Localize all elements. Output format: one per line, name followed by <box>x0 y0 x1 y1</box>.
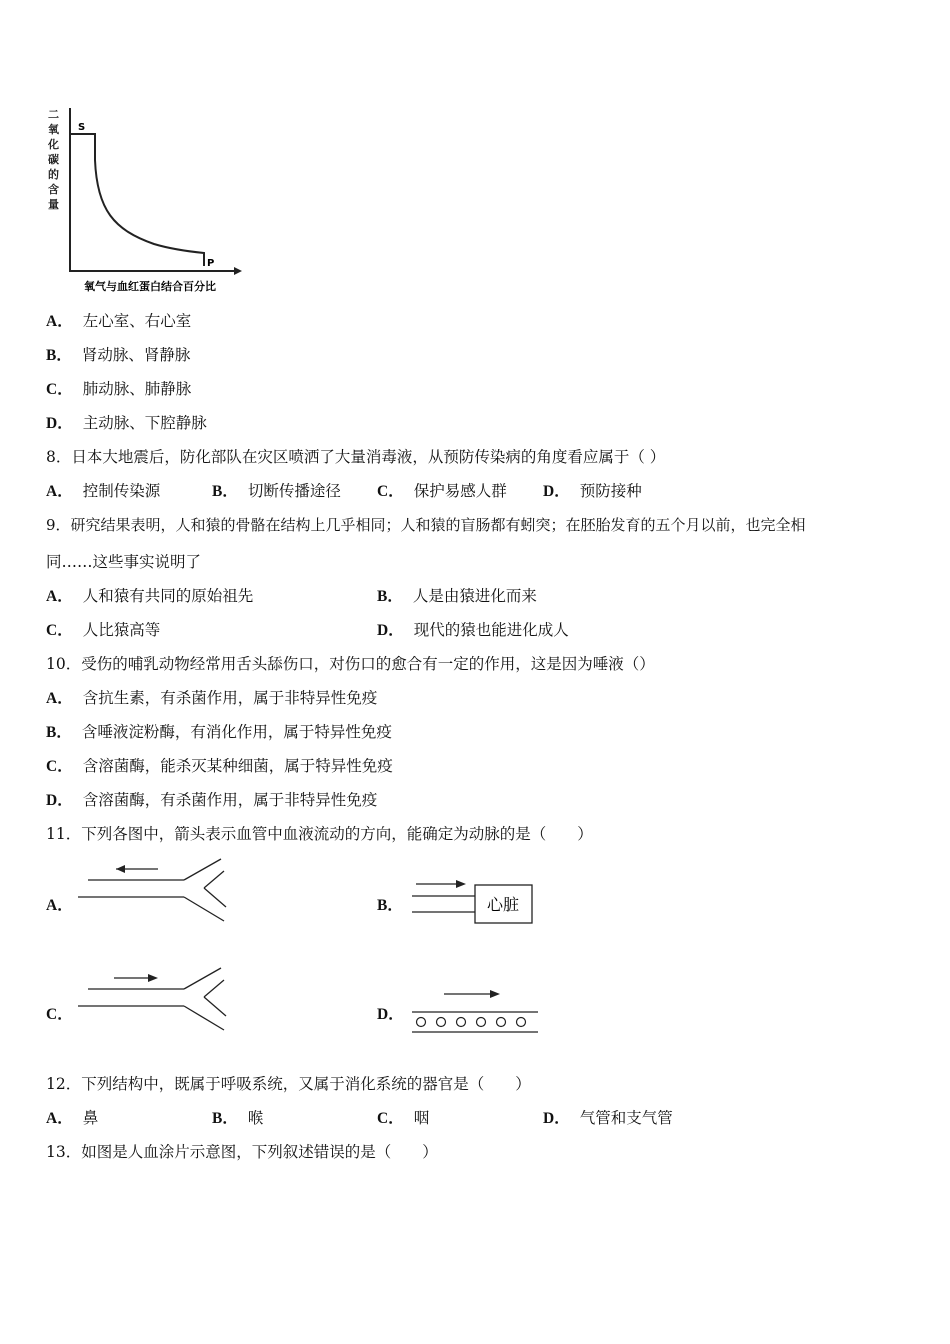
q11-figure-b <box>408 872 538 928</box>
q8-option-d: D． 预防接种 <box>543 482 642 500</box>
q10-option-b: B． 含唾液淀粉酶，有消化作用，属于特异性免疫 <box>46 723 392 741</box>
graph-xlabel: 氧气与血红蛋白结合百分比 <box>84 280 216 293</box>
blood-cell <box>517 1018 526 1027</box>
ylabel-char: 含 <box>48 183 59 196</box>
flow-arrow-head <box>148 974 158 982</box>
branch-line <box>184 968 221 989</box>
q11-stem: 11．下列各图中，箭头表示血管中血液流动的方向，能确定为动脉的是（ ） <box>46 825 593 843</box>
flow-arrow-head <box>116 865 125 873</box>
ylabel-char: 的 <box>48 168 59 181</box>
q7-option-b: B． 肾动脉、肾静脉 <box>46 346 191 364</box>
x-axis-arrow <box>234 267 242 275</box>
q12-option-c: C． 咽 <box>377 1109 430 1127</box>
q9-option-b: B． 人是由猿进化而来 <box>377 587 537 605</box>
q8-option-c: C． 保护易感人群 <box>377 482 507 500</box>
point-s-label: S <box>78 122 86 133</box>
blood-cell <box>497 1018 506 1027</box>
q11-figure-a <box>76 855 236 925</box>
ylabel-char: 碳 <box>48 153 59 166</box>
ylabel-char: 量 <box>48 198 59 211</box>
q13-stem: 13．如图是人血涂片示意图，下列叙述错误的是（ ） <box>46 1143 438 1161</box>
co2-curve <box>70 134 204 266</box>
branch-line <box>204 980 224 997</box>
q10-option-a: A． 含抗生素，有杀菌作用，属于非特异性免疫 <box>46 689 378 707</box>
q10-option-d: D． 含溶菌酶，有杀菌作用，属于非特异性免疫 <box>46 791 378 809</box>
blood-cell <box>417 1018 426 1027</box>
q12-option-b: B． 喉 <box>212 1109 264 1127</box>
q10-option-c: C． 含溶菌酶，能杀灭某种细菌，属于特异性免疫 <box>46 757 393 775</box>
q9-option-c: C． 人比猿高等 <box>46 621 161 639</box>
q12-stem: 12．下列结构中，既属于呼吸系统，又属于消化系统的器官是（ ） <box>46 1075 531 1093</box>
q11-label-a: A． <box>46 897 73 914</box>
flow-arrow-head <box>456 880 466 888</box>
q7-option-c: C． 肺动脉、肺静脉 <box>46 380 192 398</box>
branch-line <box>204 871 224 888</box>
q11-figure-d <box>408 982 543 1038</box>
q12-option-a: A． 鼻 <box>46 1109 99 1127</box>
q8-stem: 8．日本大地震后，防化部队在灾区喷洒了大量消毒液，从预防传染病的角度看应属于（ ） <box>46 448 666 466</box>
q9-stem-line2: 同……这些事实说明了 <box>46 553 202 571</box>
blood-cell <box>437 1018 446 1027</box>
ylabel-char: 氧 <box>48 123 59 136</box>
graph-svg <box>44 100 264 300</box>
q8-option-b: B． 切断传播途径 <box>212 482 341 500</box>
q9-option-a: A． 人和猿有共同的原始祖先 <box>46 587 254 605</box>
co2-oxygen-graph <box>44 100 264 300</box>
q10-stem: 10．受伤的哺乳动物经常用舌头舔伤口，对伤口的愈合有一定的作用，这是因为唾液（） <box>46 655 655 673</box>
q11-figure-c <box>76 964 236 1034</box>
branch-line <box>204 888 226 907</box>
ylabel-char: 化 <box>48 138 59 151</box>
heart-label: 心脏 <box>486 895 520 914</box>
q11-label-c: C． <box>46 1006 73 1023</box>
blood-cell <box>477 1018 486 1027</box>
q11-label-d: D． <box>377 1006 404 1023</box>
flow-arrow-head <box>490 990 500 998</box>
ylabel-char: 二 <box>48 108 59 121</box>
branch-line <box>184 859 221 880</box>
q9-stem-line1: 9．研究结果表明，人和猿的骨骼在结构上几乎相同；人和猿的盲肠都有蚓突；在胚胎发育的五个月以前，也完全相 <box>46 516 806 534</box>
point-p-label: P <box>207 258 215 269</box>
q9-option-d: D． 现代的猿也能进化成人 <box>377 621 569 639</box>
q11-label-b: B． <box>377 897 403 914</box>
q7-option-d: D． 主动脉、下腔静脉 <box>46 414 207 432</box>
branch-line <box>204 997 226 1016</box>
q7-option-a: A． 左心室、右心室 <box>46 312 192 330</box>
blood-cell <box>457 1018 466 1027</box>
q12-option-d: D． 气管和支气管 <box>543 1109 673 1127</box>
q8-option-a: A． 控制传染源 <box>46 482 161 500</box>
